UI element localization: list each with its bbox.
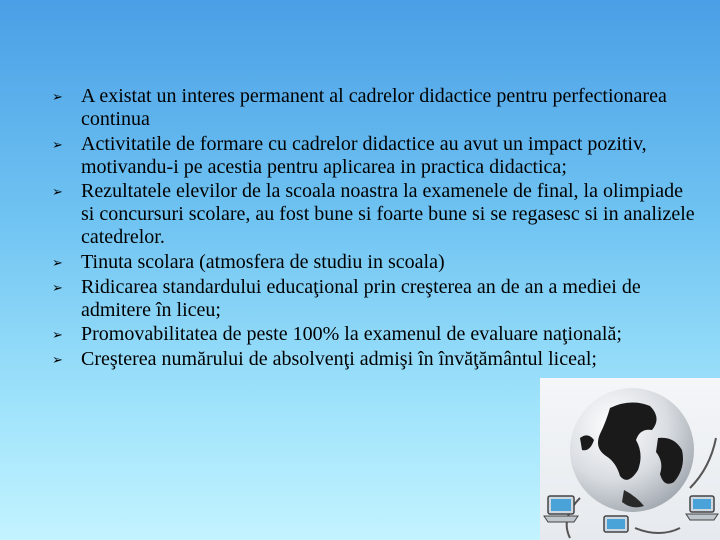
bullet-item: [0, 348, 720, 371]
bullet-list: [0, 85, 720, 373]
bullet-item: [0, 251, 720, 274]
bullet-text: Activitatile de formare cu cadrelor didactice au avut un impact pozitiv, motivandu-i pe acestia pentru aplicarea in practica didactica;: [81, 132, 647, 178]
bullet-arrow-icon: ➢: [52, 255, 63, 271]
bullet-arrow-icon: ➢: [52, 279, 63, 295]
bullet-item: [0, 180, 720, 249]
bullet-text: Rezultatele elevilor de la scoala noastra la examenele de final, la olimpiade si concursuri scolare, au fost bune si foarte bune si se regasesc si in analizele catedrelor.: [81, 180, 695, 249]
bullet-item: [0, 85, 720, 131]
bullet-text: A existat un interes permanent al cadrelor didactice pentru perfectionarea continua: [81, 85, 667, 130]
bullet-arrow-icon: ➢: [52, 184, 63, 200]
bullet-text: Tinuta scolara (atmosfera de studiu in scoala): [81, 251, 445, 274]
bullet-arrow-icon: ➢: [52, 327, 63, 343]
bullet-item: [0, 276, 720, 322]
bullet-arrow-icon: ➢: [52, 136, 63, 152]
bullet-item: [0, 133, 720, 179]
laptop-icon: [686, 496, 718, 520]
bullet-item: [0, 323, 720, 346]
laptop-icon: [544, 496, 578, 522]
bullet-text: Ridicarea standardului educaţional prin creşterea an de an a mediei de admitere în liceu;: [81, 275, 641, 321]
bullet-arrow-icon: ➢: [52, 352, 63, 368]
globe-network-image: [540, 378, 720, 540]
laptop-icon: [604, 516, 628, 532]
bullet-arrow-icon: ➢: [52, 89, 63, 104]
bullet-text: Promovabilitatea de peste 100% la examenul de evaluare naţională;: [81, 323, 622, 346]
globe-icon: [540, 378, 720, 540]
bullet-text: Creşterea numărului de absolvenţi admişi în învăţământul liceal;: [81, 348, 597, 371]
